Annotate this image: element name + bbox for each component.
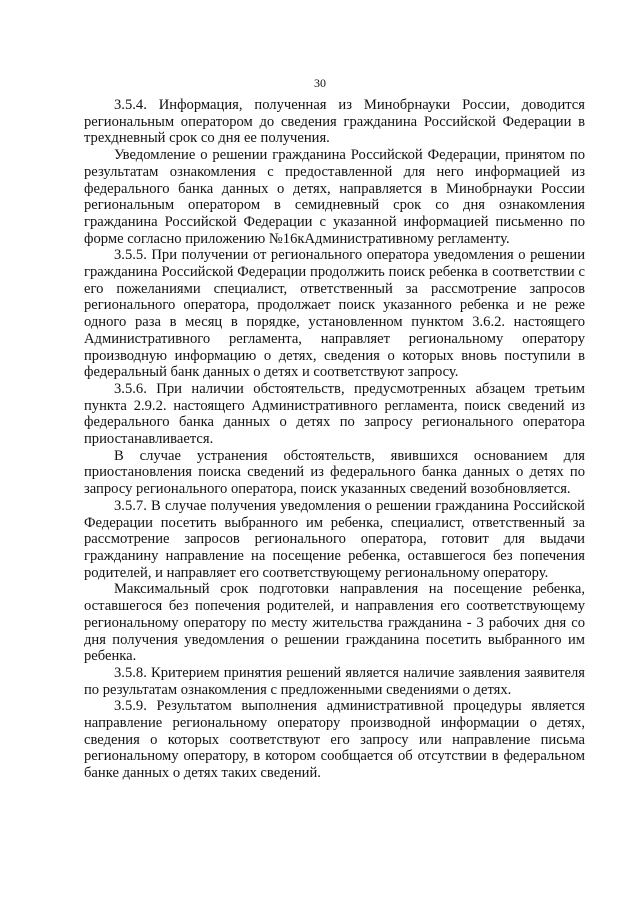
document-body (84, 97, 585, 782)
paragraph-3-5-9: 3.5.9. Результатом выполнения административной процедуры является направление региональному оператору производной информации о детях, сведения о которых соответствуют его запросу или направление письма региональному оператору, в котором сообщается об отсутствии в федеральном банке данных о детях таких сведений. (84, 698, 585, 782)
paragraph-maximum-period: Максимальный срок подготовки направления на посещение ребенка, оставшегося без попечения родителей, и направления его соответствующему региональному оператору по месту жительства гражданина - 3 рабочих дня со дня получения уведомления о решении гражданина посетить выбранного им ребенка. (84, 581, 585, 665)
paragraph-3-5-5: 3.5.5. При получении от регионального оператора уведомления о решении гражданина Российской Федерации продолжить поиск ребенка в соответствии с его пожеланиями специалист, ответственный за рассмотрение запросов регионального оператора, продолжает поиск указанного ребенка и не реже одного раза в месяц в порядке, установленном пунктом 3.6.2. настоящего Административного регламента, направляет региональному оператору производную информацию о детях, сведения о которых вновь поступили в федеральный банк данных о детях и соответствуют запросу. (84, 247, 585, 381)
paragraph-notification-decision: Уведомление о решении гражданина Российской Федерации, принятом по результатам ознакомления с предоставленной для него информацией из федерального банка данных о детях, направляется в Минобрнауки России региональным оператором в семидневный срок со дня ознакомления гражданина Российской Федерации с указанной информацией письменно по форме согласно приложению №16кАдминистративному регламенту. (84, 147, 585, 247)
paragraph-3-5-8: 3.5.8. Критерием принятия решений является наличие заявления заявителя по результатам ознакомления с предложенными сведениями о детях. (84, 664, 585, 698)
paragraph-3-5-7: 3.5.7. В случае получения уведомления о решении гражданина Российской Федерации посетить выбранного им ребенка, специалист, ответственный за рассмотрение запросов регионального оператора, готовит для выдачи гражданину направление на посещение ребенка, оставшегося без попечения родителей, и направляет его соответствующему региональному оператору. (84, 497, 585, 581)
page-number: 30 (314, 76, 326, 90)
paragraph-3-5-4: 3.5.4. Информация, полученная из Минобрнауки России, доводится региональным оператором до сведения гражданина Российской Федерации в трехдневный срок со дня ее получения. (84, 97, 585, 147)
paragraph-3-5-6: 3.5.6. При наличии обстоятельств, предусмотренных абзацем третьим пункта 2.9.2. настоящего Административного регламента, поиск сведений из федерального банка данных о детях по запросу регионального оператора приостанавливается. (84, 380, 585, 448)
paragraph-search-resumption: В случае устранения обстоятельств, явившихся основанием для приостановления поиска сведений из федерального банка данных о детях по запросу регионального оператора, поиск указанных сведений возобновляется. (84, 447, 585, 498)
